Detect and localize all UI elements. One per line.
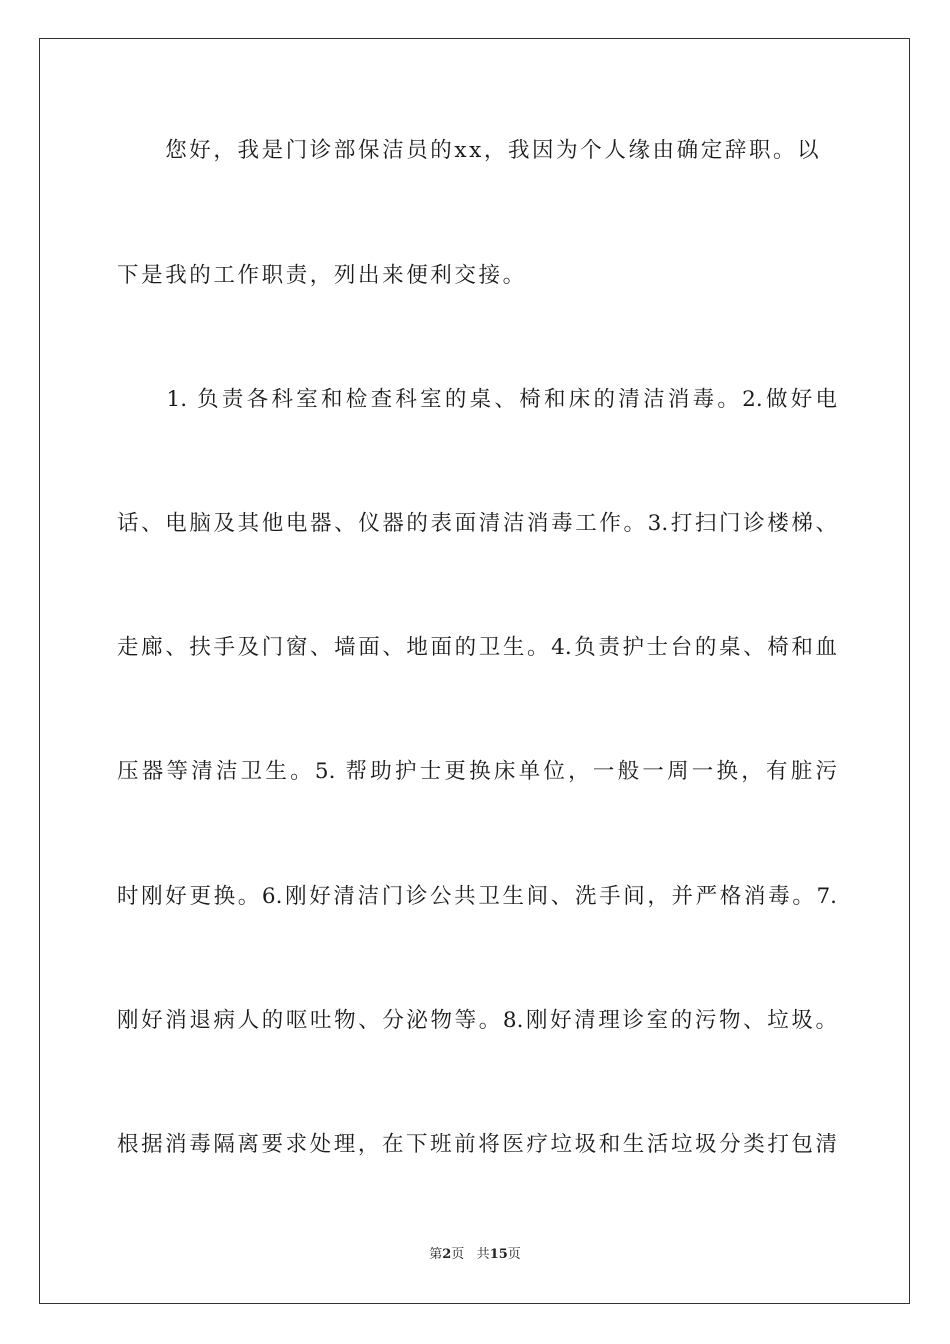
footer-prefix: 第	[429, 1247, 443, 1262]
text-line-1: 您好，我是门诊部保洁员的xx，我因为个人缘由确定辞职。以	[117, 138, 822, 163]
text-line-3: 1. 负责各科室和检查科室的桌、椅和床的清洁消毒。2.做好电	[117, 387, 837, 412]
footer-total-suffix: 页	[507, 1247, 521, 1262]
text-line-9: 根据消毒隔离要求处理，在下班前将医疗垃圾和生活垃圾分类打包清	[117, 1132, 837, 1157]
page-border	[39, 38, 910, 1304]
text-line-4: 话、电脑及其他电器、仪器的表面清洁消毒工作。3.打扫门诊楼梯、	[117, 511, 837, 536]
text-line-8: 刚好消退病人的呕吐物、分泌物等。8.刚好清理诊室的污物、垃圾。	[117, 1008, 837, 1033]
footer-page-suffix: 页	[451, 1247, 465, 1262]
text-line-5: 走廊、扶手及门窗、墙面、地面的卫生。4.负责护士台的桌、椅和血	[117, 635, 837, 660]
text-line-7: 时刚好更换。6.刚好清洁门诊公共卫生间、洗手间，并严格消毒。7.	[117, 884, 837, 909]
footer-current-page: 2	[442, 1247, 452, 1262]
text-line-6: 压器等清洁卫生。5. 帮助护士更换床单位，一般一周一换，有脏污	[117, 759, 837, 784]
page-footer	[0, 1246, 950, 1264]
footer-total-prefix: 共	[476, 1247, 490, 1262]
text-line-2: 下是我的工作职责，列出来便利交接。	[117, 263, 527, 288]
footer-total-pages: 15	[489, 1247, 508, 1262]
